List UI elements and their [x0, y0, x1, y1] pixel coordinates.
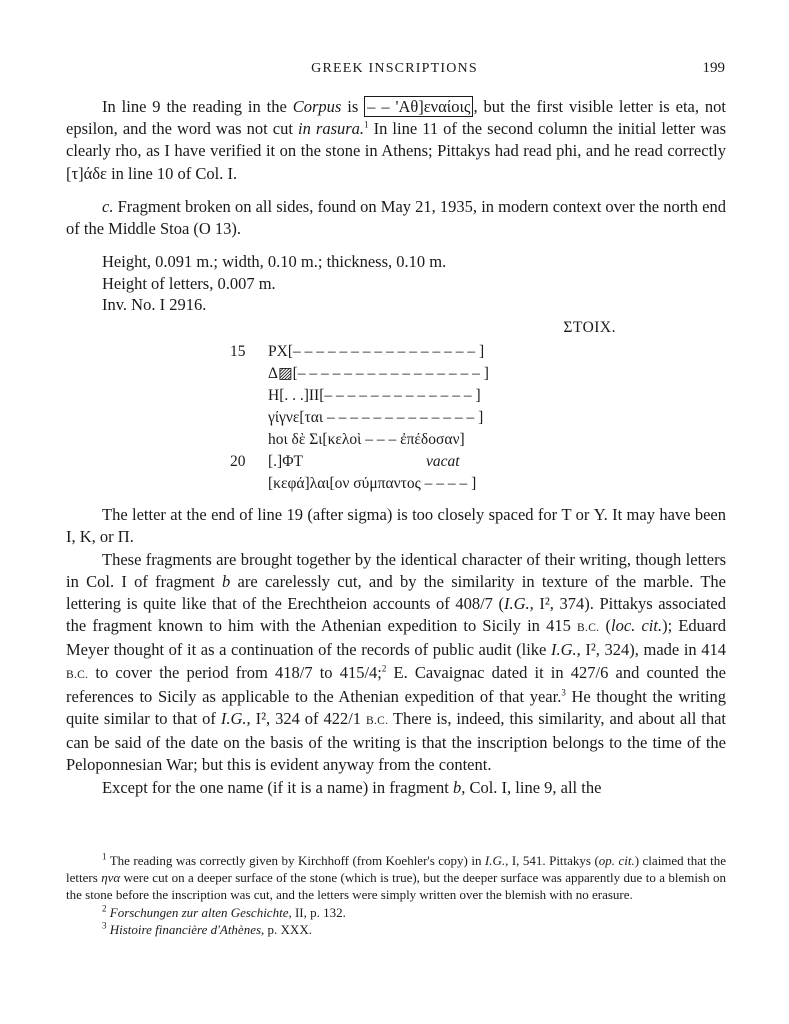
text-run: to cover the period from 418/7 to 415/4; [88, 662, 382, 682]
fragment-label: c. [102, 196, 114, 216]
footnote-number: 1 [102, 851, 107, 862]
line-text: hοι δὲ Σι[κελοὶ – – – ἐπέδοσαν] [268, 431, 465, 449]
line-text: ΡΧ[– – – – – – – – – – – – – – – – ] [268, 343, 485, 361]
text-run: The letter at the end of line 19 (after sigma) is too closely spaced for Τ or Υ. It may have been Ι, Κ, or Π. [66, 505, 726, 547]
dimension-line: Inv. No. I 2916. [102, 295, 207, 315]
text-run: I², 324), made in 414 [580, 640, 726, 660]
italic-ig: I.G., [503, 594, 534, 614]
italic-ig: I.G., [220, 709, 251, 729]
inscription-line [230, 363, 690, 385]
running-title: GREEK INSCRIPTIONS [311, 61, 478, 76]
text-run: There is, indeed, this similarity, and about all that can be said of the date on the basis of the writing is that the inscription belongs to the time of the Peloponnesian War; but this is evident anyway from the content. [66, 709, 726, 775]
italic-corpus: Corpus [292, 97, 342, 116]
dimensions-block [102, 251, 726, 316]
line-text: [.]ΦΤ [268, 453, 303, 471]
vacat-label: vacat [426, 453, 460, 471]
inscription-line [230, 429, 690, 451]
footnote-2 [66, 904, 726, 921]
footnote-ref-1[interactable]: 1 [364, 119, 369, 130]
paragraph-fragment-c [66, 196, 726, 240]
text-run: Except for the one name (if it is a name) in fragment [102, 777, 453, 797]
inscription-line [230, 407, 690, 429]
text-run: II, p. 132. [291, 904, 346, 920]
footnote-3 [66, 921, 726, 938]
text-run: ) claimed that the letters [66, 853, 726, 886]
text-run: is [341, 97, 365, 116]
text-run: In line 9 the reading in the [102, 97, 293, 116]
inscription-line [230, 473, 690, 495]
italic-loc-cit: loc. cit. [611, 616, 663, 636]
line-text: γίγνε[ται – – – – – – – – – – – – – ] [268, 409, 484, 427]
italic-ig: I.G., [550, 640, 581, 660]
text-run: were cut on a deeper surface of the stone (which is true), but the deeper surface was apparently due to a blemish on the stone before the inscription was cut, and the letters were simply written over the blemish with no erasure. [66, 870, 726, 903]
text-run: I, 541. Pittakys ( [508, 853, 599, 868]
inscription-line [230, 341, 690, 363]
footnote-ref-2[interactable]: 2 [381, 663, 387, 674]
italic-title: Histoire financière d'Athènes, [109, 921, 265, 937]
small-caps-bc: B.C. [577, 622, 600, 635]
footnote-number: 2 [102, 903, 107, 914]
page-header [0, 58, 789, 82]
italic-fragment-b: b [452, 777, 462, 797]
inscription-text [230, 341, 726, 493]
boxed-reading: – – 'Αθ]εναίοις [364, 96, 473, 117]
paragraph-letter-spacing [66, 504, 726, 548]
italic-ig: I.G., [484, 853, 509, 868]
main-text [66, 96, 726, 799]
text-run: , but the first visible letter is eta, not epsilon, and the word was not cut [66, 97, 726, 139]
line-number: 15 [230, 343, 246, 361]
line-text: Δ▨[– – – – – – – – – – – – – – – – ] [268, 365, 489, 383]
text-run: He thought the writing quite similar to that of [66, 686, 726, 729]
text-run: I², 324 of 422/1 [250, 709, 366, 729]
footnote-1 [66, 852, 726, 904]
text-run: , Col. I, line 9, all the [461, 777, 602, 797]
text-run: Fragment broken on all sides, found on May 21, 1935, in modern context over the north end of the Middle Stoa (O 13). [66, 196, 726, 239]
text-run: These fragments are brought together by the identical character of their writing, though letters in Col. I of fragment [66, 549, 726, 591]
italic-fragment-b: b [222, 571, 231, 591]
small-caps-bc: B.C. [365, 715, 389, 728]
footnote-number: 3 [102, 920, 107, 931]
italic-in-rasura: in rasura. [298, 119, 365, 139]
text-run: I², 374). Pittakys associated the fragment known to him with the Athenian expedition to Sicily in 415 [66, 594, 727, 636]
text-run: p. XXX. [264, 921, 312, 937]
text-run: In line 11 of the second column the initial letter was clearly rho, as I have verified it on the stone in Athens; Pittakys had read phi, and he read correctly [τ]άδε in line 10 of Col. I. [66, 119, 726, 183]
text-run: ( [599, 616, 612, 636]
paragraph-except-name [66, 777, 726, 799]
italic-op-cit: op. cit. [598, 853, 635, 868]
line-text: Η[. . .]ΙΙ[– – – – – – – – – – – – – ] [268, 387, 481, 405]
line-text: [κεφά]λαι[ον σύμπαντος – – – – ] [268, 475, 477, 493]
dimension-line: Height of letters, 0.007 m. [102, 273, 276, 293]
italic-title: Forschungen zur alten Geschichte, [109, 904, 292, 920]
text-run: E. Cavaignac dated it in 427/6 and counted the references to Sicily as applicable to the Athenian expedition of that year. [66, 662, 727, 706]
paragraph-corpus-reading [66, 96, 726, 185]
footnotes [66, 852, 726, 938]
italic-greek: ηνα [101, 870, 121, 886]
footnote-ref-3[interactable]: 3 [561, 687, 566, 698]
paragraph-dating [66, 549, 726, 777]
dimension-line: Height, 0.091 m.; width, 0.10 m.; thickness, 0.10 m. [102, 252, 447, 272]
text-run: ); Eduard Meyer thought of it as a continuation of the records of public audit (like [66, 616, 726, 660]
small-caps-bc: B.C. [66, 668, 89, 681]
text-run: are carelessly cut, and by the similarity in texture of the marble. The lettering is quite like that of the Erechtheion accounts of 408/7 ( [66, 571, 726, 614]
line-number: 20 [230, 453, 246, 471]
page-number: 199 [702, 60, 725, 76]
inscription-line [230, 451, 690, 473]
text-run: The reading was correctly given by Kirchhoff (from Koehler's copy) in [106, 853, 485, 868]
inscription-line [230, 385, 690, 407]
stoichedon-label: ΣΤΟΙΧ. [563, 319, 616, 336]
